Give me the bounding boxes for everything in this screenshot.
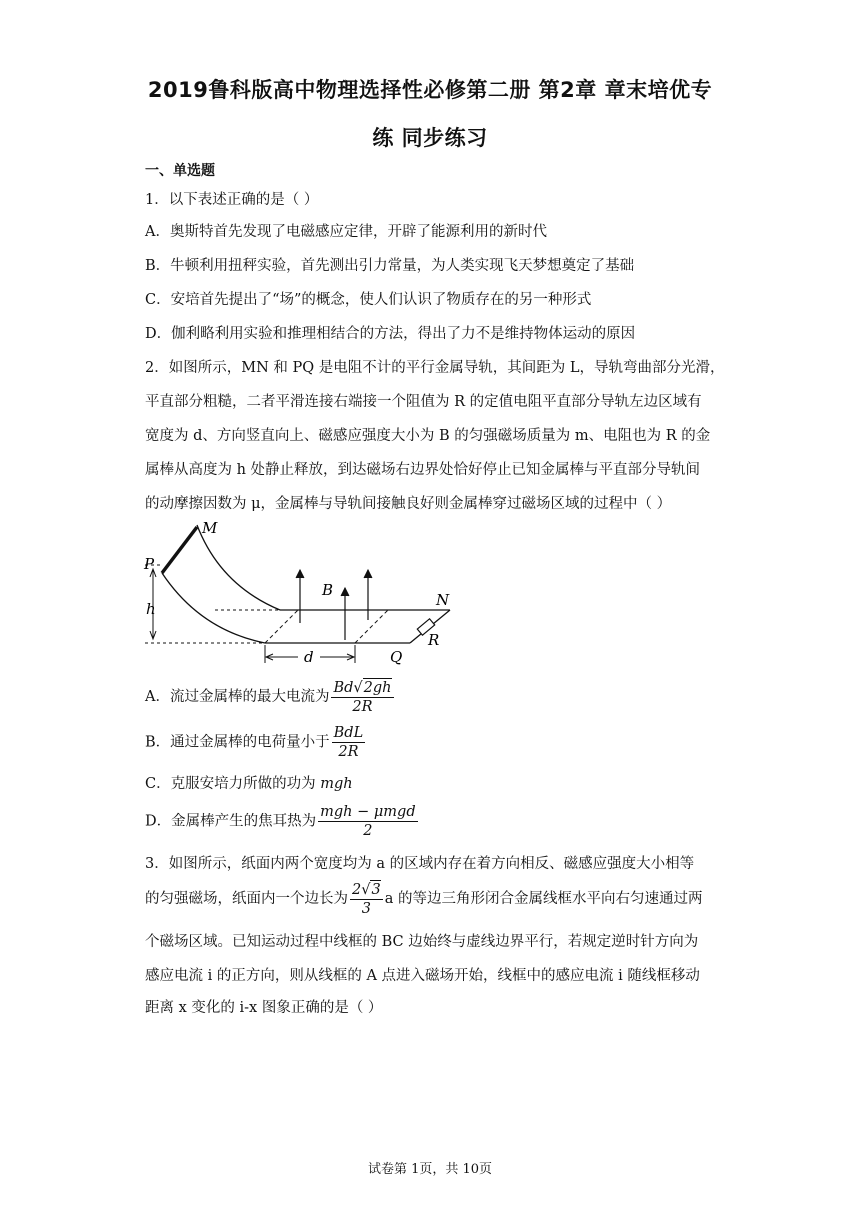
label-M: M	[202, 519, 218, 537]
q3-stem-line: 距离 x 变化的 i-x 图象正确的是（ ）	[145, 1000, 383, 1016]
q1-stem: 1．以下表述正确的是（ ）	[145, 192, 319, 208]
q2-stem-line: 属棒从高度为 h 处静止释放，到达磁场右边界处恰好停止已知金属棒与平直部分导轨间	[145, 462, 701, 478]
rail-diagram	[140, 515, 470, 670]
label-d: d	[304, 648, 314, 666]
q1-option-a: A．奥斯特首先发现了电磁感应定律，开辟了能源利用的新时代	[145, 224, 547, 240]
q3-stem-line: 3．如图所示，纸面内两个宽度均为 a 的区域内存在着方向相反、磁感应强度大小相等	[145, 856, 695, 872]
label-R: R	[428, 631, 440, 649]
label-N: N	[436, 591, 450, 609]
page-footer: 试卷第 1页，共 10页	[367, 1162, 493, 1177]
document-title-line-1: 2019鲁科版高中物理选择性必修第二册 第2章 章末培优专	[147, 78, 713, 102]
q2-option-a: A．流过金属棒的最大电流为 $\frac{Bd√2gh}{2R}$	[145, 680, 392, 715]
q1-option-b: B．牛顿利用扭秤实验，首先测出引力常量，为人类实现飞天梦想奠定了基础	[145, 258, 635, 274]
fraction: $\frac{Bd√2gh}{2R}$	[333, 680, 392, 715]
q1-option-c: C．安培首先提出了“场”的概念，使人们认识了物质存在的另一种形式	[145, 292, 592, 308]
q3-stem-line: 个磁场区域。已知运动过程中线框的 BC 边始终与虚线边界平行，若规定逆时针方向为	[145, 934, 699, 950]
q2-stem-line: 2．如图所示，MN 和 PQ 是电阻不计的平行金属导轨，其间距为 L，导轨弯曲部分光滑，	[145, 360, 725, 376]
q2-stem-line: 宽度为 d、方向竖直向上、磁感应强度大小为 B 的匀强磁场质量为 m、电阻也为 R 的金	[145, 428, 711, 444]
q2-stem-line: 的动摩擦因数为 μ，金属棒与导轨间接触良好则金属棒穿过磁场区域的过程中（ ）	[145, 496, 672, 512]
q2-stem-line: 平直部分粗糙，二者平滑连接右端接一个阻值为 R 的定值电阻平直部分导轨左边区域有	[145, 394, 702, 410]
document-title-line-2: 练 同步练习	[372, 126, 488, 150]
q2-option-c: C．克服安培力所做的功为 mgh	[145, 776, 353, 792]
q1-option-d: D．伽利略利用实验和推理相结合的方法，得出了力不是维持物体运动的原因	[145, 326, 636, 342]
q2-option-b: B．通过金属棒的电荷量小于 $\frac{\text{BdL}}{2R}$	[145, 725, 364, 760]
section-heading: 一、单选题	[145, 163, 215, 179]
fraction: $\frac{2√3}{3}$	[352, 882, 381, 917]
q3-stem-line: 的匀强磁场，纸面内一个边长为 $\frac{2√3}{3}$ a 的等边三角形闭合金属线框水平向右匀速通过两	[145, 882, 703, 917]
label-h: h	[146, 600, 156, 618]
fraction: $\frac{\text{BdL}}{2R}$	[333, 725, 364, 760]
label-B: B	[322, 581, 334, 599]
q3-stem-line: 感应电流 i 的正方向，则从线框的 A 点进入磁场开始，线框中的感应电流 i 随线框移动	[145, 968, 700, 984]
q2-option-d: D．金属棒产生的焦耳热为 $\frac{\text{mgh − μmgd}}{2}$	[145, 804, 416, 839]
fraction: $\frac{\text{mgh − μmgd}}{2}$	[320, 804, 416, 839]
label-P: P	[144, 555, 155, 573]
label-Q: Q	[390, 648, 403, 666]
